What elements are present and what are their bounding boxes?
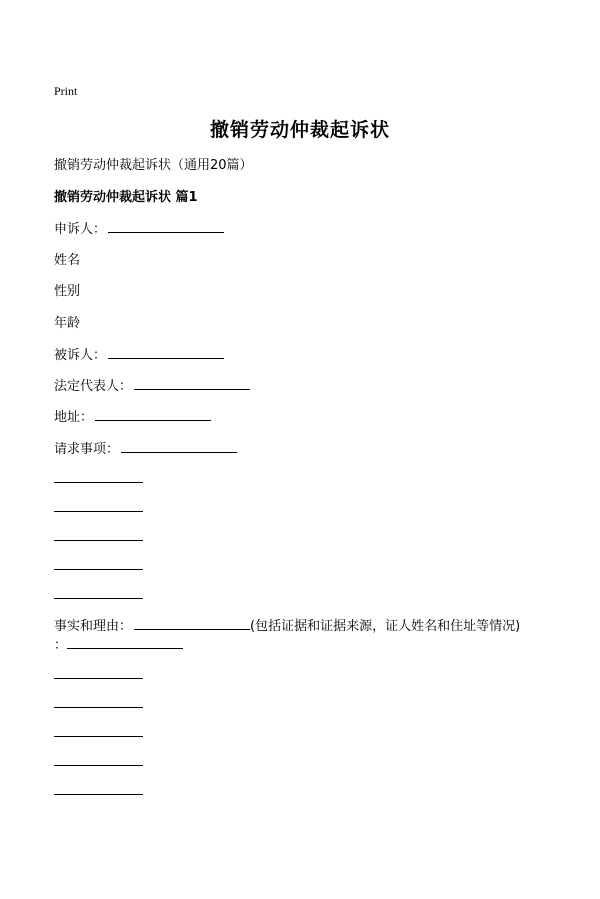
complainant-row bbox=[54, 218, 224, 237]
address-row bbox=[54, 406, 211, 425]
address-blank[interactable] bbox=[95, 407, 211, 421]
document-title: 撤销劳动仲裁起诉状 bbox=[209, 119, 390, 141]
claim-line[interactable] bbox=[54, 540, 143, 541]
facts-blank[interactable] bbox=[134, 616, 250, 630]
document-subtitle: 撤销劳动仲裁起诉状（通用20篇） bbox=[54, 158, 253, 173]
claim-line[interactable] bbox=[54, 511, 143, 512]
claims-blank[interactable] bbox=[121, 439, 237, 453]
facts-line[interactable] bbox=[54, 765, 143, 766]
respondent-blank[interactable] bbox=[108, 345, 224, 359]
facts-row bbox=[54, 615, 520, 634]
name-label: 姓名 bbox=[54, 253, 81, 268]
age-row bbox=[54, 312, 80, 331]
legal-rep-label: 法定代表人： bbox=[54, 379, 133, 394]
claims-label: 请求事项： bbox=[54, 442, 120, 457]
facts-colon: ： bbox=[54, 638, 68, 653]
gender-label: 性别 bbox=[54, 284, 81, 299]
facts-line[interactable] bbox=[54, 794, 143, 795]
claims-row bbox=[54, 438, 237, 457]
name-row bbox=[54, 249, 80, 268]
facts-note: (包括证据和证据来源，证人姓名和住址等情况) bbox=[250, 619, 521, 634]
facts-line[interactable] bbox=[54, 736, 143, 737]
section-heading: 撤销劳动仲裁起诉状 篇1 bbox=[54, 190, 198, 205]
respondent-label: 被诉人： bbox=[54, 348, 107, 363]
address-label: 地址： bbox=[54, 410, 94, 425]
legal-rep-blank[interactable] bbox=[134, 376, 250, 390]
claim-line[interactable] bbox=[54, 569, 143, 570]
facts-label: 事实和理由： bbox=[54, 619, 133, 634]
complainant-blank[interactable] bbox=[108, 219, 224, 233]
complainant-label: 申诉人： bbox=[54, 222, 107, 237]
respondent-row bbox=[54, 344, 224, 363]
facts-continuation-blank[interactable] bbox=[67, 635, 183, 649]
claim-line[interactable] bbox=[54, 482, 143, 483]
print-label: Print bbox=[54, 84, 78, 98]
facts-continuation-row bbox=[54, 634, 183, 653]
facts-line[interactable] bbox=[54, 707, 143, 708]
legal-rep-row bbox=[54, 375, 250, 394]
gender-row bbox=[54, 280, 80, 299]
age-label: 年龄 bbox=[54, 316, 81, 331]
facts-line[interactable] bbox=[54, 678, 143, 679]
claim-line[interactable] bbox=[54, 598, 143, 599]
